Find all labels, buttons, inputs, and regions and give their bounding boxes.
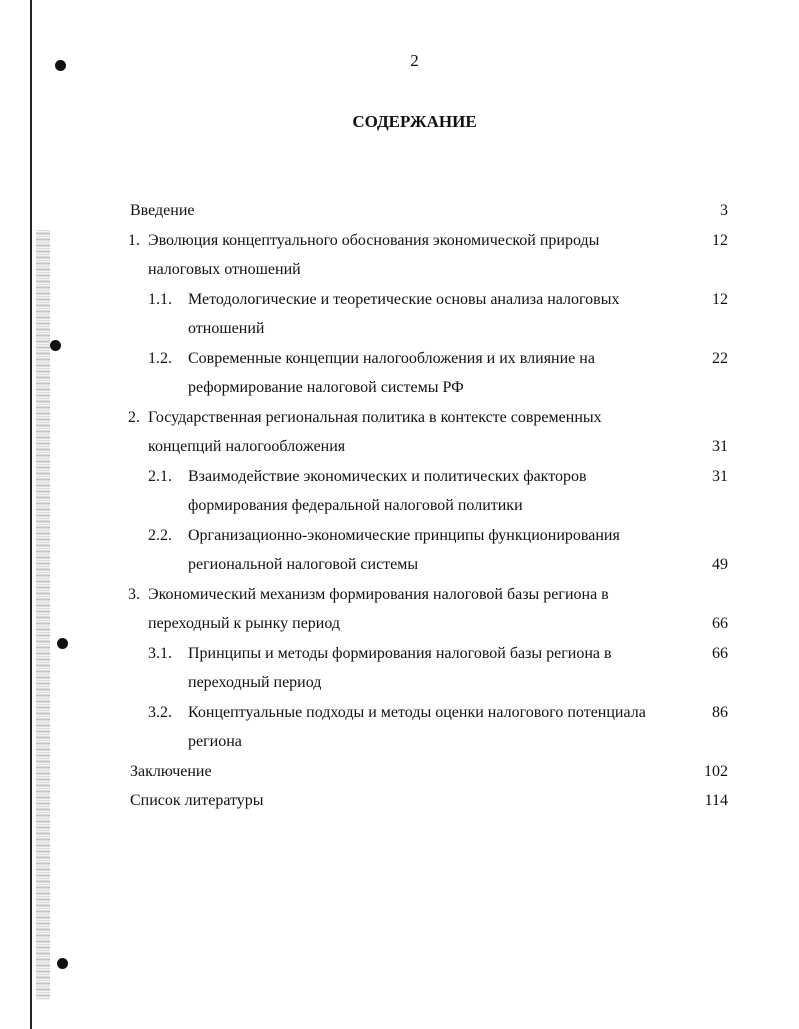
toc-entry-number: 2.1. xyxy=(148,467,172,485)
toc-entry-title: Современные концепции налогообложения и их влияние на реформирование налоговой системы РФ xyxy=(188,349,595,396)
toc-entry-title: Взаимодействие экономических и политических факторов формирования федеральной налоговой политики xyxy=(188,467,587,514)
toc-entry xyxy=(128,403,728,462)
toc-entry xyxy=(128,786,728,816)
toc-entry-number: 3. xyxy=(128,585,140,603)
toc-entry-page: 49 xyxy=(712,556,728,573)
page-title: СОДЕРЖАНИЕ xyxy=(352,112,477,131)
toc-entry-page: 12 xyxy=(712,231,728,249)
toc-entry-number: 2.2. xyxy=(148,526,172,544)
toc-entry-page: 3 xyxy=(720,202,728,219)
toc-entry-page: 12 xyxy=(712,290,728,308)
toc-entry xyxy=(128,344,728,403)
toc-entry-number: 3.2. xyxy=(148,703,172,721)
page-number: 2 xyxy=(410,51,419,70)
toc-entry-page: 66 xyxy=(712,615,728,632)
toc-entry-title: Список литературы xyxy=(130,792,264,809)
toc-entry xyxy=(128,462,728,521)
toc-entry xyxy=(128,698,728,757)
toc-entry xyxy=(128,226,728,285)
toc-entry-title: Заключение xyxy=(130,762,212,780)
toc-entry-title: Концептуальные подходы и методы оценки налогового потенциала региона xyxy=(188,703,646,750)
punch-hole-mark xyxy=(50,340,61,351)
scan-binding-shadow xyxy=(36,230,50,1000)
toc-entry-page: 31 xyxy=(712,467,728,485)
toc-entry-page: 31 xyxy=(712,438,728,455)
toc-entry-page: 66 xyxy=(712,644,728,662)
toc-entry xyxy=(128,580,728,639)
toc-entry-title: Принципы и методы формирования налоговой базы региона в переходный период xyxy=(188,644,612,691)
toc-entry xyxy=(128,196,728,226)
toc-entry-number: 1. xyxy=(128,231,140,249)
toc-entry-page: 22 xyxy=(712,349,728,367)
toc-entry-number: 1.2. xyxy=(148,349,172,367)
toc-entry-title: Организационно-экономические принципы функционирования региональной налоговой системы xyxy=(188,526,620,573)
toc-entry-number: 2. xyxy=(128,408,140,426)
toc-entry-page: 102 xyxy=(704,762,728,780)
toc-entry-page: 86 xyxy=(712,703,728,721)
toc-entry-title: Введение xyxy=(130,202,195,219)
toc-entry-number: 1.1. xyxy=(148,290,172,308)
toc-entry-page: 114 xyxy=(704,792,728,809)
toc-entry-title: Эволюция концептуального обоснования экономической природы налоговых отношений xyxy=(148,231,600,278)
punch-hole-mark xyxy=(57,958,68,969)
toc-entry-title: Государственная региональная политика в контексте современных концепций налогообложения xyxy=(148,408,602,455)
toc-entry-number: 3.1. xyxy=(148,644,172,662)
toc-entry xyxy=(128,521,728,580)
punch-hole-mark xyxy=(57,638,68,649)
toc-entry xyxy=(128,639,728,698)
toc-entry xyxy=(128,757,728,787)
table-of-contents xyxy=(128,196,728,816)
toc-entry-title: Методологические и теоретические основы анализа налоговых отношений xyxy=(188,290,620,337)
toc-entry-title: Экономический механизм формирования налоговой базы региона в переходный к рынку период xyxy=(148,585,609,632)
toc-entry xyxy=(128,285,728,344)
scan-edge xyxy=(30,0,32,1029)
